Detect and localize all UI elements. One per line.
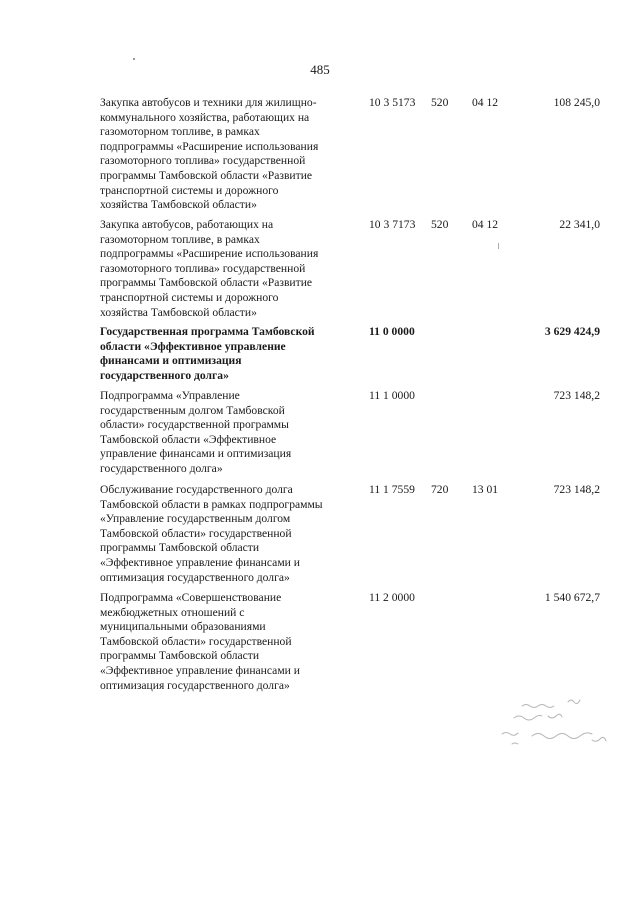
row-description: Подпрограмма «Совершенствование межбюджетных отношений с муниципальными образованиями Тамбовской области» государственной программы Тамбовской области «Эффективное управление финансами и оптимизация государственного долга» xyxy=(100,591,300,692)
row-description: Обслуживание государственного долга Тамбовской области в рамках подпрограммы «Управление государственным долгом Тамбовской области» государственной программы Тамбовской области «Эффективное управление финансами и оптимизация государственного долга» xyxy=(100,483,323,584)
row-expense-type: 720 xyxy=(431,483,449,496)
row-amount: 723 148,2 xyxy=(553,483,600,496)
row-section: 13 01 xyxy=(472,483,499,496)
row-code: 11 1 0000 xyxy=(369,389,415,402)
faded-stamp-image xyxy=(492,690,622,760)
row-code: 11 2 0000 xyxy=(369,591,415,604)
row-section: 04 12 xyxy=(472,218,499,231)
row-section: 04 12 xyxy=(472,96,499,109)
row-amount: 3 629 424,9 xyxy=(544,325,600,338)
row-amount: 1 540 672,7 xyxy=(544,591,600,604)
row-code: 10 3 7173 xyxy=(369,218,416,231)
row-code: 11 0 0000 xyxy=(369,325,415,338)
scan-mark xyxy=(498,243,499,249)
row-code: 10 3 5173 xyxy=(369,96,416,109)
row-description: Закупка автобусов и техники для жилищно- коммунального хозяйства, работающих на газомоторном топливе, в рамках подпрограммы «Расширение использования газомоторного топлива» государственной программы Тамбовской области «Развитие транспортной системы и дорожного хозяйства Тамбовской области» xyxy=(100,96,319,212)
row-amount: 108 245,0 xyxy=(553,96,600,109)
scan-speck xyxy=(133,58,135,60)
row-expense-type: 520 xyxy=(431,96,449,109)
row-amount: 723 148,2 xyxy=(553,389,600,402)
row-description: Подпрограмма «Управление государственным долгом Тамбовской области» государственной программы Тамбовской области «Эффективное управление финансами и оптимизация государственного долга» xyxy=(100,389,292,475)
row-code: 11 1 7559 xyxy=(369,483,415,496)
row-amount: 22 341,0 xyxy=(559,218,600,231)
page-number: 485 xyxy=(310,62,330,77)
row-description: Закупка автобусов, работающих на газомоторном топливе, в рамках подпрограммы «Расширение использования газомоторного топлива» государственной программы Тамбовской области «Развитие транспортной системы и дорожного хозяйства Тамбовской области» xyxy=(100,218,319,319)
row-expense-type: 520 xyxy=(431,218,449,231)
row-description: Государственная программа Тамбовской области «Эффективное управление финансами и оптимизация государственного долга» xyxy=(100,325,315,382)
